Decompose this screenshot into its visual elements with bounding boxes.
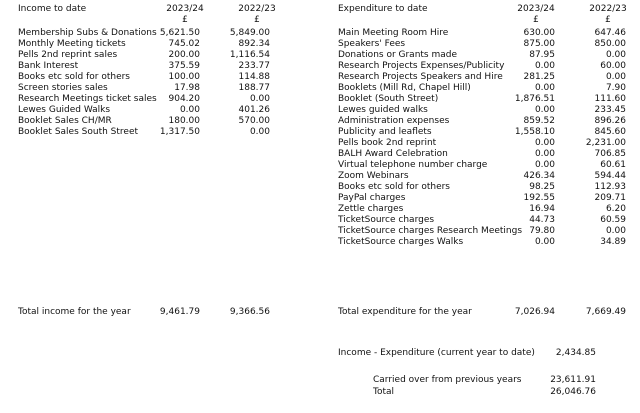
expenditure-value-2324: 98.25 — [529, 182, 555, 192]
expenditure-value-2223: 845.60 — [594, 127, 626, 137]
expenditure-value-2223: 60.00 — [600, 61, 626, 71]
expenditure-value-2223: 6.20 — [605, 204, 626, 214]
expenditure-row-label: Zoom Webinars — [338, 171, 409, 181]
expenditure-value-2324: 0.00 — [534, 138, 555, 148]
income-col-2223-header: 2022/23 — [238, 4, 276, 14]
expenditure-row-label: PayPal charges — [338, 193, 406, 203]
expenditure-row-label: Research Projects Expenses/Publicity — [338, 61, 505, 71]
income-values-2324 — [148, 28, 200, 138]
expenditure-value-2223: 209.71 — [594, 193, 626, 203]
expenditure-value-2324: 0.00 — [534, 237, 555, 247]
income-row-label: Research Meetings ticket sales — [18, 94, 157, 104]
expenditure-value-2223: 233.45 — [594, 105, 626, 115]
expenditure-value-2324: 281.25 — [523, 72, 555, 82]
carried-over-value: 23,611.91 — [550, 375, 596, 385]
expenditure-value-2223: 112.93 — [594, 182, 626, 192]
expenditure-row-label: Speakers' Fees — [338, 39, 406, 49]
expenditure-row-label: Lewes guided walks — [338, 105, 428, 115]
income-col-2324-header: 2023/24 — [166, 4, 204, 14]
income-value-2223: 188.77 — [238, 83, 270, 93]
expenditure-value-2324: 192.55 — [523, 193, 555, 203]
expenditure-value-2324: 0.00 — [534, 83, 555, 93]
expenditure-value-2324: 44.73 — [529, 215, 555, 225]
income-value-2223: 0.00 — [249, 94, 270, 104]
expenditure-value-2223: 0.00 — [605, 72, 626, 82]
income-currency-2324: £ — [182, 15, 188, 25]
expenditure-value-2223: 850.00 — [594, 39, 626, 49]
net-value: 2,434.85 — [555, 348, 596, 358]
income-total-label: Total income for the year — [18, 307, 131, 317]
income-value-2223: 1,116.54 — [229, 50, 270, 60]
grand-total-value: 26,046.76 — [550, 387, 596, 397]
expenditure-value-2324: 875.00 — [523, 39, 555, 49]
expenditure-col-2324-header: 2023/24 — [517, 4, 555, 14]
expenditure-value-2223: 896.26 — [594, 116, 626, 126]
expenditure-currency-2223: £ — [605, 15, 611, 25]
income-value-2324: 180.00 — [168, 116, 200, 126]
income-row-label: Booklet Sales CH/MR — [18, 116, 112, 126]
income-row-label: Lewes Guided Walks — [18, 105, 111, 115]
income-currency-2223: £ — [254, 15, 260, 25]
expenditure-row-label: Research Projects Speakers and Hire — [338, 72, 503, 82]
expenditure-row-label: Pells book 2nd reprint — [338, 138, 437, 148]
income-value-2324: 375.59 — [168, 61, 200, 71]
income-value-2223: 5,849.00 — [229, 28, 270, 38]
expenditure-row-label: Donations or Grants made — [338, 50, 458, 60]
expenditure-value-2324: 1,876.51 — [514, 94, 555, 104]
expenditure-total-2223: 7,669.49 — [585, 307, 626, 317]
income-value-2324: 904.20 — [168, 94, 200, 104]
expenditure-values-2324 — [503, 28, 555, 248]
expenditure-value-2324: 859.52 — [523, 116, 555, 126]
expenditure-value-2223: 706.85 — [594, 149, 626, 159]
net-label: Income - Expenditure (current year to date) — [338, 348, 535, 358]
expenditure-value-2223: 111.60 — [594, 94, 626, 104]
expenditure-value-2223: 60.59 — [600, 215, 626, 225]
expenditure-value-2324: 79.80 — [529, 226, 555, 236]
income-row-label: Books etc sold for others — [18, 72, 130, 82]
income-value-2324: 1,317.50 — [159, 127, 200, 137]
income-value-2223: 233.77 — [238, 61, 270, 71]
carried-over-label: Carried over from previous years — [373, 375, 522, 385]
expenditure-value-2223: 7.90 — [605, 83, 626, 93]
income-values-2223 — [218, 28, 270, 138]
expenditure-value-2324: 630.00 — [523, 28, 555, 38]
expenditure-value-2223: 647.46 — [594, 28, 626, 38]
expenditure-row-label: TicketSource charges Walks — [338, 237, 464, 247]
expenditure-value-2324: 87.95 — [529, 50, 555, 60]
expenditure-heading: Expenditure to date — [338, 4, 428, 14]
expenditure-value-2324: 1,558.10 — [514, 127, 555, 137]
expenditure-row-label: Main Meeting Room Hire — [338, 28, 449, 38]
expenditure-row-label: Administration expenses — [338, 116, 450, 126]
income-heading: Income to date — [18, 4, 87, 14]
expenditure-value-2223: 34.89 — [600, 237, 626, 247]
income-value-2223: 0.00 — [249, 127, 270, 137]
expenditure-labels — [338, 28, 528, 248]
income-total-2324: 9,461.79 — [159, 307, 200, 317]
expenditure-total-2324: 7,026.94 — [514, 307, 555, 317]
expenditure-value-2223: 2,231.00 — [585, 138, 626, 148]
income-value-2223: 570.00 — [238, 116, 270, 126]
expenditure-total-label: Total expenditure for the year — [338, 307, 472, 317]
income-value-2324: 100.00 — [168, 72, 200, 82]
expenditure-row-label: TicketSource charges Research Meetings — [338, 226, 523, 236]
expenditure-row-label: Virtual telephone number charge — [338, 160, 488, 170]
expenditure-value-2324: 16.94 — [529, 204, 555, 214]
income-value-2223: 892.34 — [238, 39, 270, 49]
income-value-2223: 114.88 — [238, 72, 270, 82]
income-total-2223: 9,366.56 — [229, 307, 270, 317]
grand-total-label: Total — [373, 387, 395, 397]
income-row-label: Membership Subs & Donations — [18, 28, 157, 38]
expenditure-row-label: Booklets (Mill Rd, Chapel Hill) — [338, 83, 471, 93]
income-row-label: Screen stories sales — [18, 83, 108, 93]
income-value-2324: 745.02 — [168, 39, 200, 49]
expenditure-values-2223 — [574, 28, 626, 248]
expenditure-row-label: TicketSource charges — [338, 215, 435, 225]
income-value-2324: 0.00 — [179, 105, 200, 115]
expenditure-value-2223: 60.61 — [600, 160, 626, 170]
income-value-2324: 200.00 — [168, 50, 200, 60]
income-row-label: Pells 2nd reprint sales — [18, 50, 118, 60]
income-row-label: Booklet Sales South Street — [18, 127, 139, 137]
expenditure-value-2324: 0.00 — [534, 61, 555, 71]
expenditure-row-label: BALH Award Celebration — [338, 149, 448, 159]
expenditure-row-label: Zettle charges — [338, 204, 404, 214]
expenditure-value-2223: 0.00 — [605, 226, 626, 236]
income-row-label: Monthly Meeting tickets — [18, 39, 126, 49]
income-labels — [18, 28, 160, 138]
income-value-2324: 17.98 — [174, 83, 200, 93]
expenditure-value-2324: 426.34 — [523, 171, 555, 181]
expenditure-row-label: Publicity and leaflets — [338, 127, 432, 137]
income-value-2223: 401.26 — [238, 105, 270, 115]
expenditure-col-2223-header: 2022/23 — [589, 4, 627, 14]
expenditure-value-2223: 0.00 — [605, 50, 626, 60]
expenditure-currency-2324: £ — [533, 15, 539, 25]
expenditure-value-2324: 0.00 — [534, 160, 555, 170]
expenditure-value-2324: 0.00 — [534, 149, 555, 159]
income-row-label: Bank Interest — [18, 61, 79, 71]
income-value-2324: 5,621.50 — [159, 28, 200, 38]
expenditure-value-2324: 0.00 — [534, 105, 555, 115]
expenditure-value-2223: 594.44 — [594, 171, 626, 181]
expenditure-row-label: Booklet (South Street) — [338, 94, 439, 104]
expenditure-row-label: Books etc sold for others — [338, 182, 450, 192]
